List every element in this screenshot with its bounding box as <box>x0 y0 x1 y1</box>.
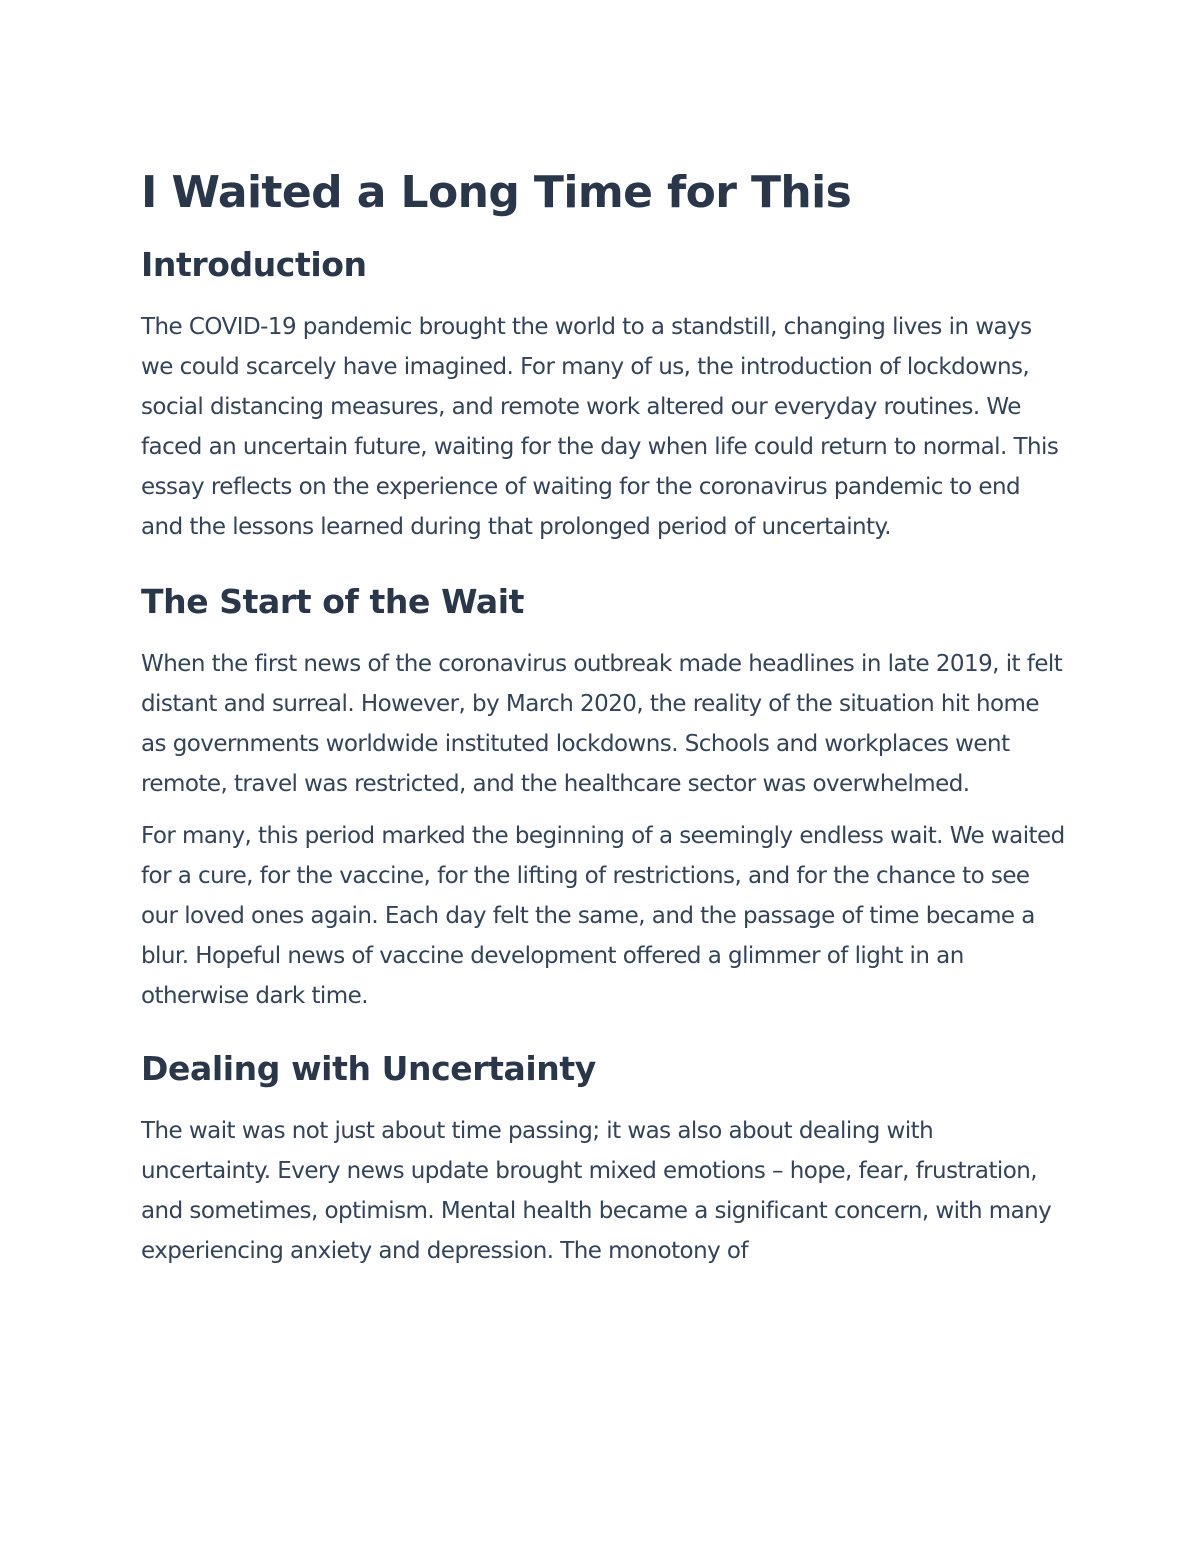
document-title: I Waited a Long Time for This <box>141 167 852 218</box>
paragraph-start-of-wait-1: When the first news of the coronavirus outbreak made headlines in late 2019, it felt distant and surreal. However, by March 2020, the reality of the situation hit home as governments worldwide instituted lockdowns. Schools and workplaces went remote, travel was restricted, and the healthcare sector was overwhelmed. <box>141 651 1063 797</box>
paragraph-start-of-wait-2: For many, this period marked the beginning of a seemingly endless wait. We waited for a cure, for the vaccine, for the lifting of restrictions, and for the chance to see our loved ones again. Each day felt the same, and the passage of time became a blur. Hopeful news of vaccine development offered a glimmer of light in an otherwise dark time. <box>141 823 1065 1009</box>
paragraph-introduction: The COVID-19 pandemic brought the world to a standstill, changing lives in ways we could scarcely have imagined. For many of us, the introduction of lockdowns, social distancing measures, and remote work altered our everyday routines. We faced an uncertain future, waiting for the day when life could return to normal. This essay reflects on the experience of waiting for the coronavirus pandemic to end and the lessons learned during that prolonged period of uncertainty. <box>141 314 1059 540</box>
section-heading-start-of-wait: The Start of the Wait <box>141 582 525 621</box>
section-heading-dealing-with-uncertainty: Dealing with Uncertainty <box>141 1049 596 1088</box>
paragraph-dealing-with-uncertainty: The wait was not just about time passing; it was also about dealing with uncertainty. Every news update brought mixed emotions – hope, fear, frustration, and sometimes, optimism. Mental health became a significant concern, with many experiencing anxiety and depression. The monotony of <box>141 1118 1052 1264</box>
section-heading-introduction: Introduction <box>141 245 367 284</box>
document-body <box>141 163 1066 1271</box>
